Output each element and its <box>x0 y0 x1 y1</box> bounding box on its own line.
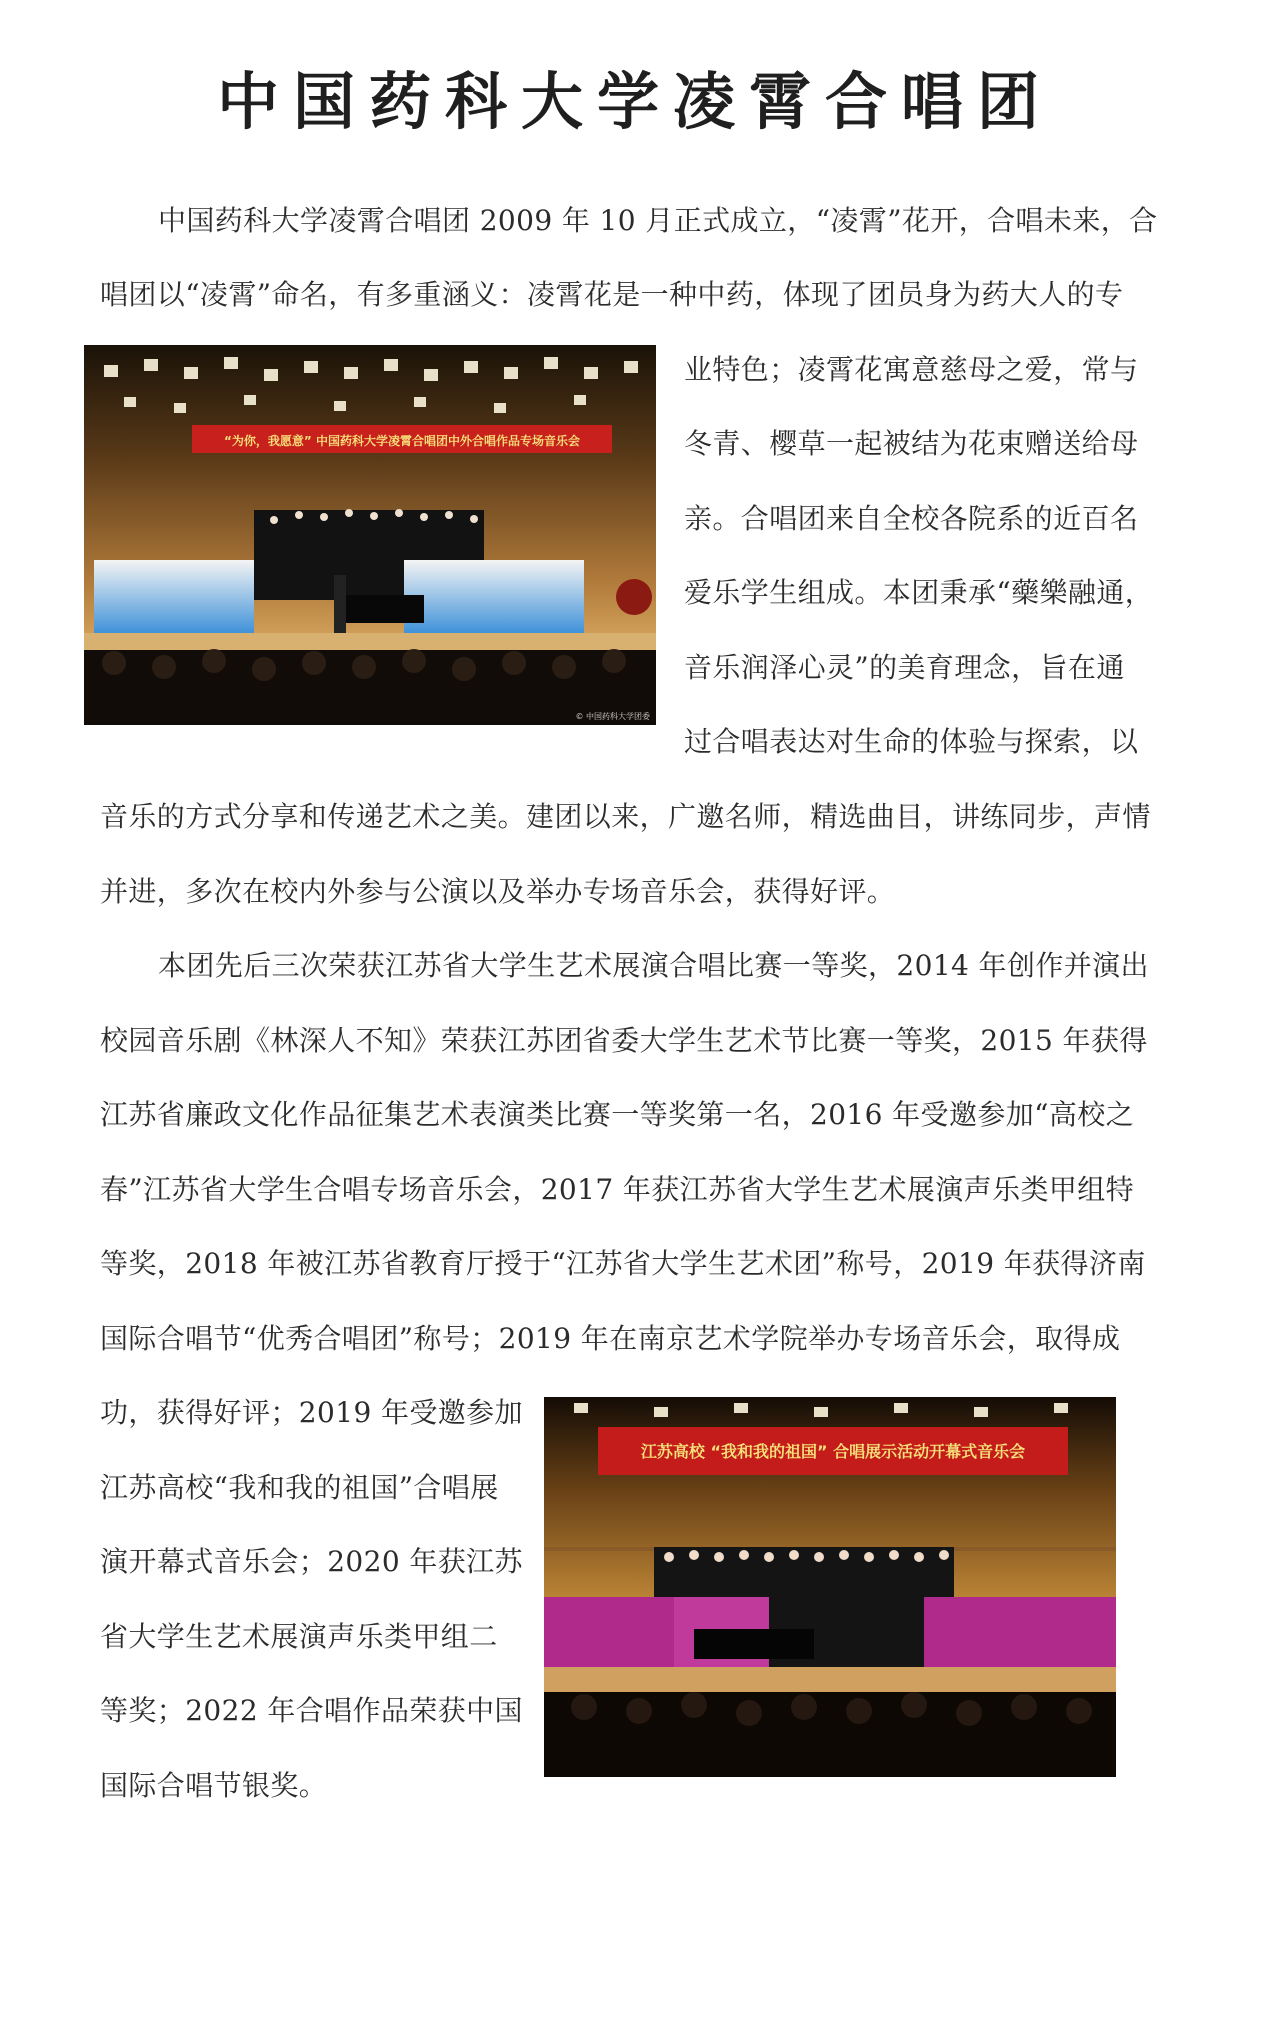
choir-concert-photo-2 <box>544 1397 1116 1777</box>
paragraph2-line: 国际合唱节“优秀合唱团”称号；2019 年在南京艺术学院举办专场音乐会，取得成 <box>100 1322 1121 1355</box>
paragraph2-line: 国际合唱节银奖。 <box>100 1769 328 1802</box>
paragraph1-line: 亲。合唱团来自全校各院系的近百名 <box>684 502 1139 535</box>
choir-concert-photo-1 <box>84 345 656 725</box>
paragraph1-line: 业特色；凌霄花寓意慈母之爱，常与 <box>684 353 1139 386</box>
paragraph1-line: 音乐的方式分享和传递艺术之美。建团以来，广邀名师，精选曲目，讲练同步，声情 <box>100 800 1151 833</box>
paragraph1-line: 中国药科大学凌霄合唱团 2009 年 10 月正式成立，“凌霄”花开，合唱未来，合 <box>158 204 1158 237</box>
paragraph2-line: 江苏高校“我和我的祖国”合唱展 <box>100 1471 499 1504</box>
paragraph2-line: 省大学生艺术展演声乐类甲组二 <box>100 1620 498 1653</box>
paragraph2-line: 本团先后三次荣获江苏省大学生艺术展演合唱比赛一等奖，2014 年创作并演出 <box>158 949 1149 982</box>
paragraph1-line: 音乐润泽心灵”的美育理念，旨在通 <box>684 651 1125 684</box>
photo1-watermark: © 中国药科大学团委 <box>575 712 650 721</box>
photo2-banner-text: 江苏高校 “我和我的祖国” 合唱展示活动开幕式音乐会 <box>640 1442 1026 1461</box>
page-title: 中国药科大学凌霄合唱团 <box>216 65 1053 138</box>
paragraph2-line: 功，获得好评；2019 年受邀参加 <box>100 1396 523 1429</box>
paragraph1-line: 爱乐学生组成。本团秉承“藥樂融通， <box>684 576 1154 609</box>
paragraph2-line: 校园音乐剧《林深人不知》荣获江苏团省委大学生艺术节比赛一等奖，2015 年获得 <box>100 1024 1148 1057</box>
paragraph2-line: 春”江苏省大学生合唱专场音乐会，2017 年获江苏省大学生艺术展演声乐类甲组特 <box>100 1173 1135 1206</box>
paragraph2-line: 演开幕式音乐会；2020 年获江苏 <box>100 1545 523 1578</box>
paragraph2-line: 等奖，2018 年被江苏省教育厅授于“江苏省大学生艺术团”称号，2019 年获得济南 <box>100 1247 1146 1280</box>
paragraph2-line: 江苏省廉政文化作品征集艺术表演类比赛一等奖第一名，2016 年受邀参加“高校之 <box>100 1098 1135 1131</box>
photo1-banner-text: “为你，我愿意” 中国药科大学凌霄合唱团中外合唱作品专场音乐会 <box>224 434 580 448</box>
paragraph1-line: 过合唱表达对生命的体验与探索，以 <box>684 725 1139 758</box>
paragraph2-line: 等奖；2022 年合唱作品荣获中国 <box>100 1694 523 1727</box>
paragraph1-line: 并进，多次在校内外参与公演以及举办专场音乐会，获得好评。 <box>100 875 896 908</box>
paragraph1-line: 唱团以“凌霄”命名，有多重涵义：凌霄花是一种中药，体现了团员身为药大人的专 <box>100 278 1124 311</box>
paragraph1-line: 冬青、樱草一起被结为花束赠送给母 <box>684 427 1139 460</box>
